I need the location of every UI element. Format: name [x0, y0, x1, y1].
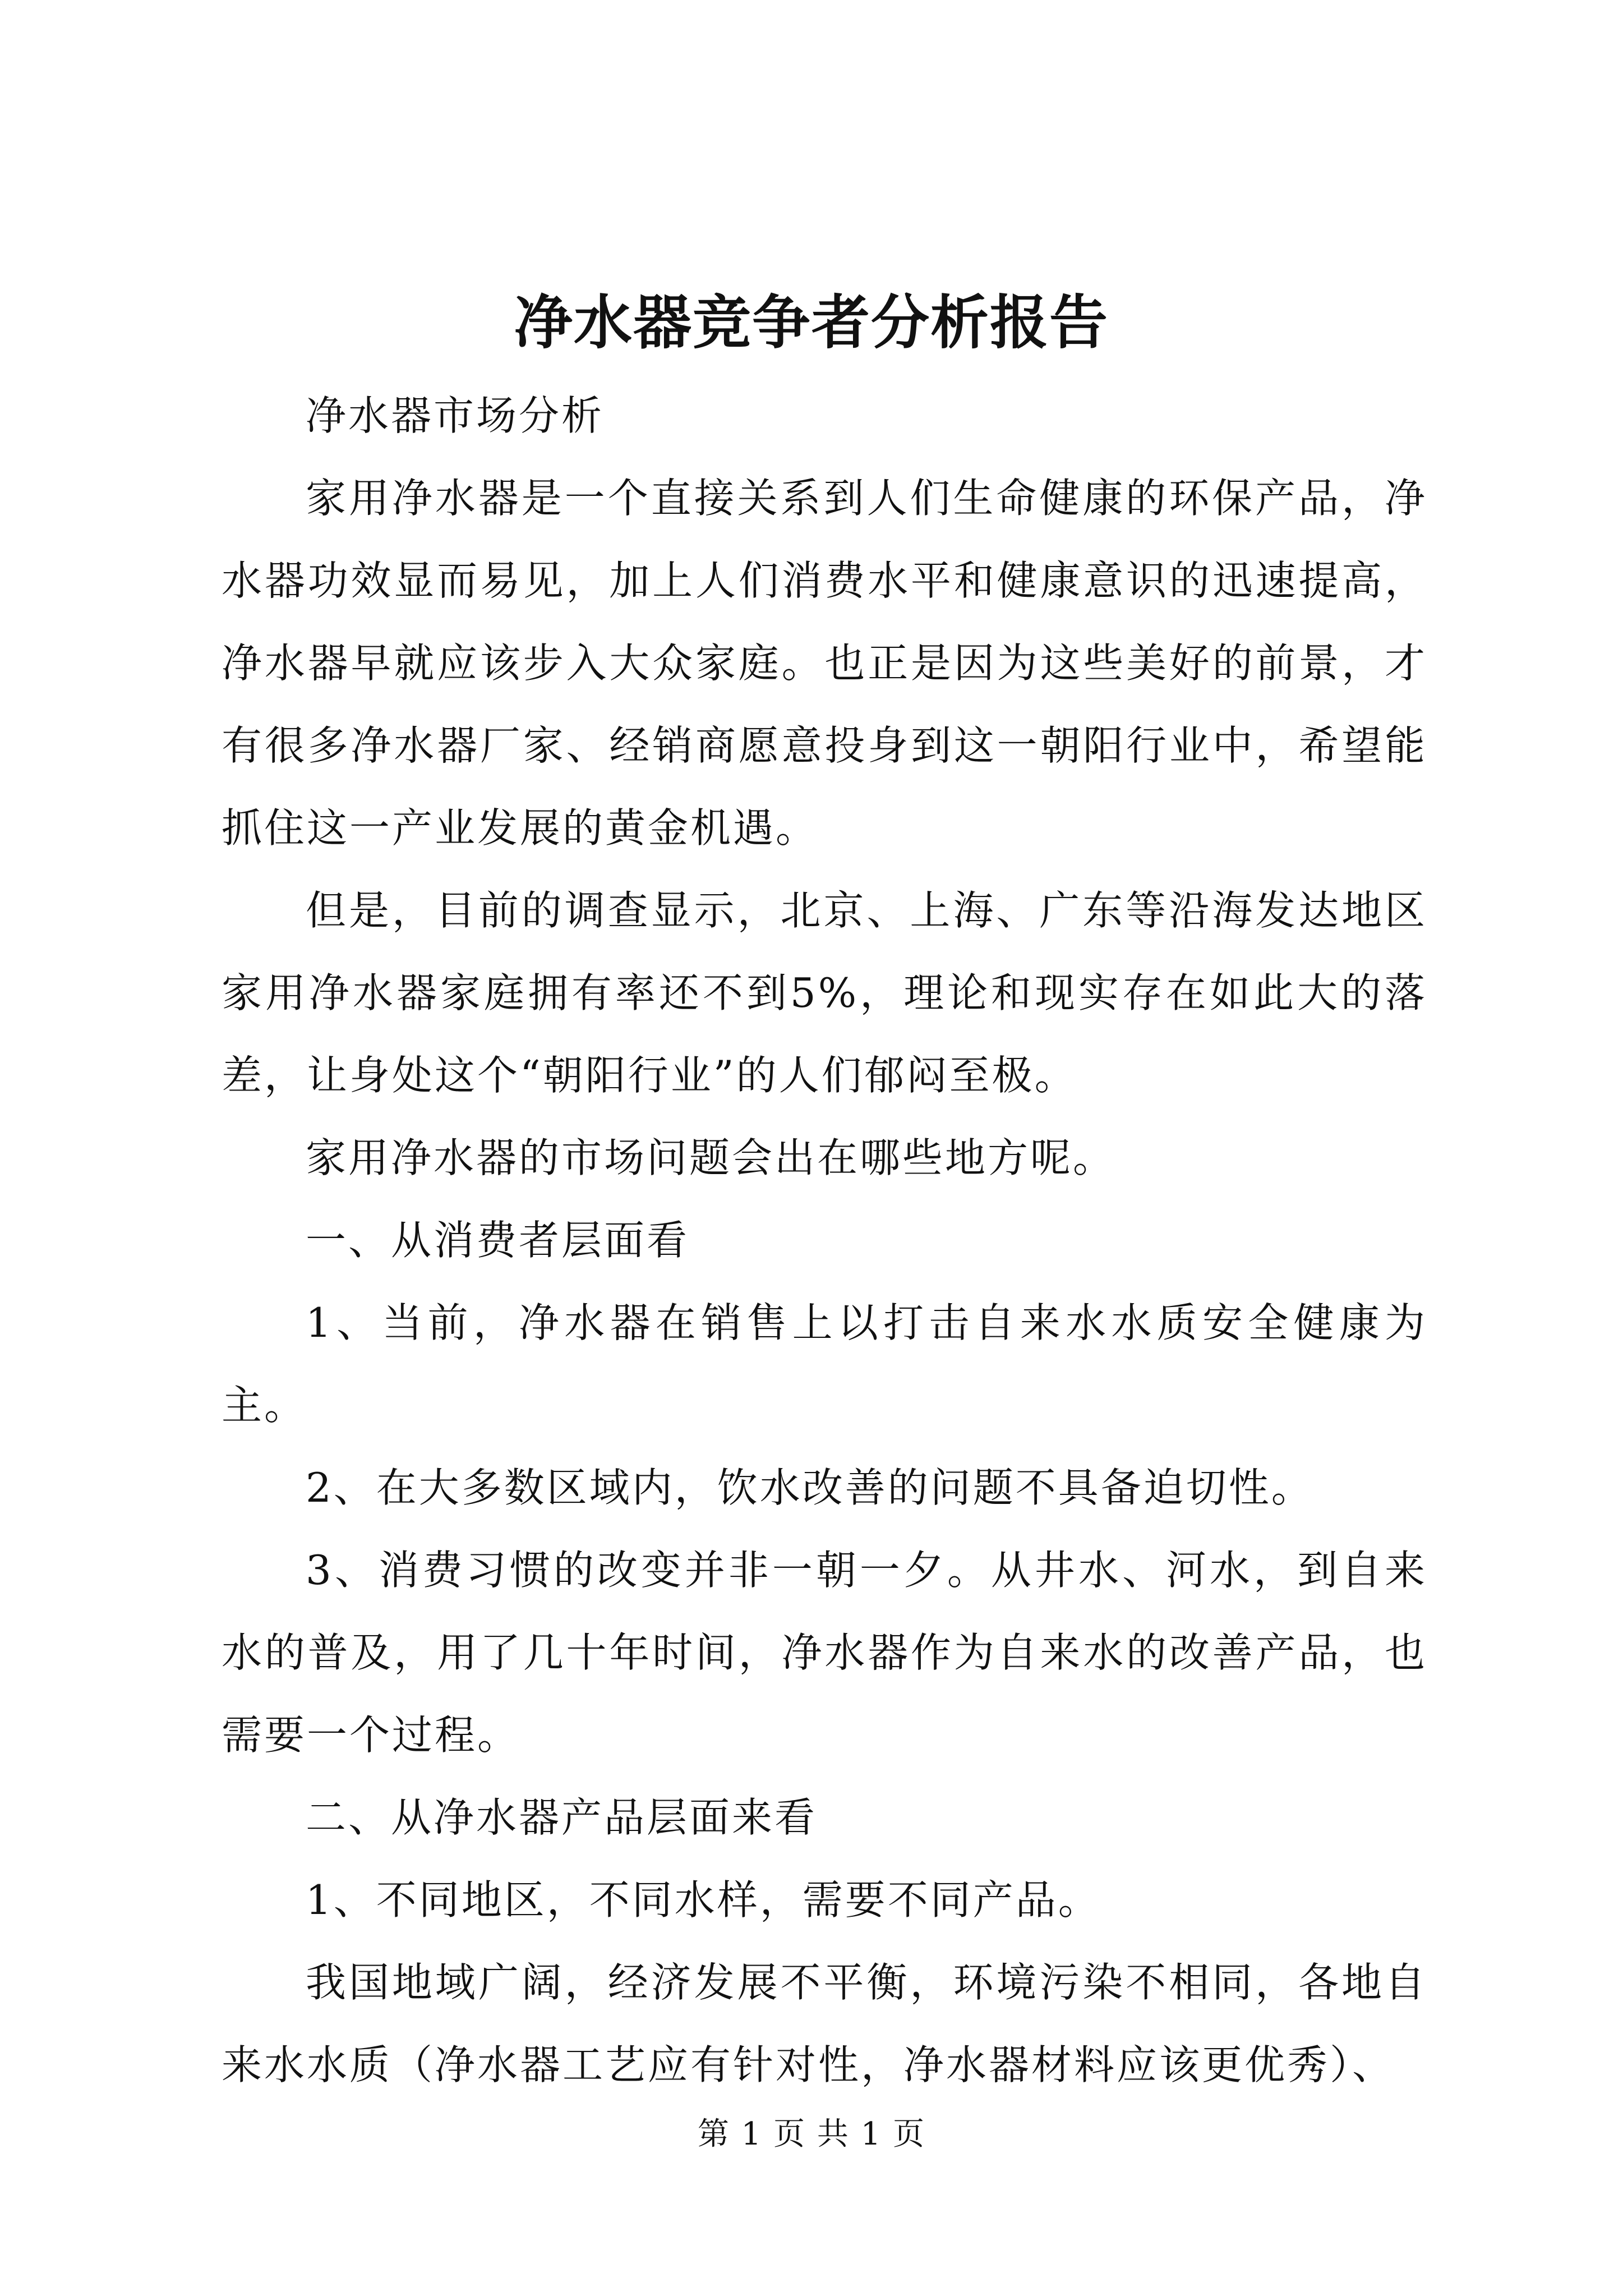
- page-footer: 第 1 页 共 1 页: [697, 2116, 926, 2152]
- paragraph-regional-water: 我国地域广阔，经济发展不平衡，环境污染不相同，各地自来水水质（净水器工艺应有针对性，净水器材料应该更优秀）、: [222, 1959, 1427, 2088]
- document-title: 净水器竞争者分析报告: [514, 288, 1109, 357]
- list-item-product-1: 1、不同地区，不同水样，需要不同产品。: [306, 1876, 1101, 1924]
- list-item-consumer-2: 2、在大多数区域内，饮水改善的问题不具备迫切性。: [306, 1464, 1314, 1511]
- paragraph-survey: 但是，目前的调查显示，北京、上海、广东等沿海发达地区家用净水器家庭拥有率还不到5%，理论和现实存在如此大的落差，让身处这个“朝阳行业”的人们郁闷至极。: [222, 887, 1427, 1099]
- document-body: [222, 375, 1427, 2106]
- section-heading-consumer: 一、从消费者层面看: [306, 1217, 690, 1264]
- list-item-consumer-1: 1、当前，净水器在销售上以打击自来水水质安全健康为主。: [222, 1299, 1427, 1429]
- list-item-consumer-3: 3、消费习惯的改变并非一朝一夕。从井水、河水，到自来水的普及，用了几十年时间，净水器作为自来水的改善产品，也需要一个过程。: [222, 1547, 1427, 1759]
- paragraph-intro: 家用净水器是一个直接关系到人们生命健康的环保产品，净水器功效显而易见，加上人们消费水平和健康意识的迅速提高，净水器早就应该步入大众家庭。也正是因为这些美好的前景，才有很多净水器厂家、经销商愿意投身到这一朝阳行业中，希望能抓住这一产业发展的黄金机遇。: [222, 475, 1427, 852]
- paragraph-question: 家用净水器的市场问题会出在哪些地方呢。: [306, 1134, 1116, 1181]
- section-heading-product: 二、从净水器产品层面来看: [306, 1794, 818, 1841]
- paragraph-market-analysis-heading: 净水器市场分析: [306, 392, 605, 439]
